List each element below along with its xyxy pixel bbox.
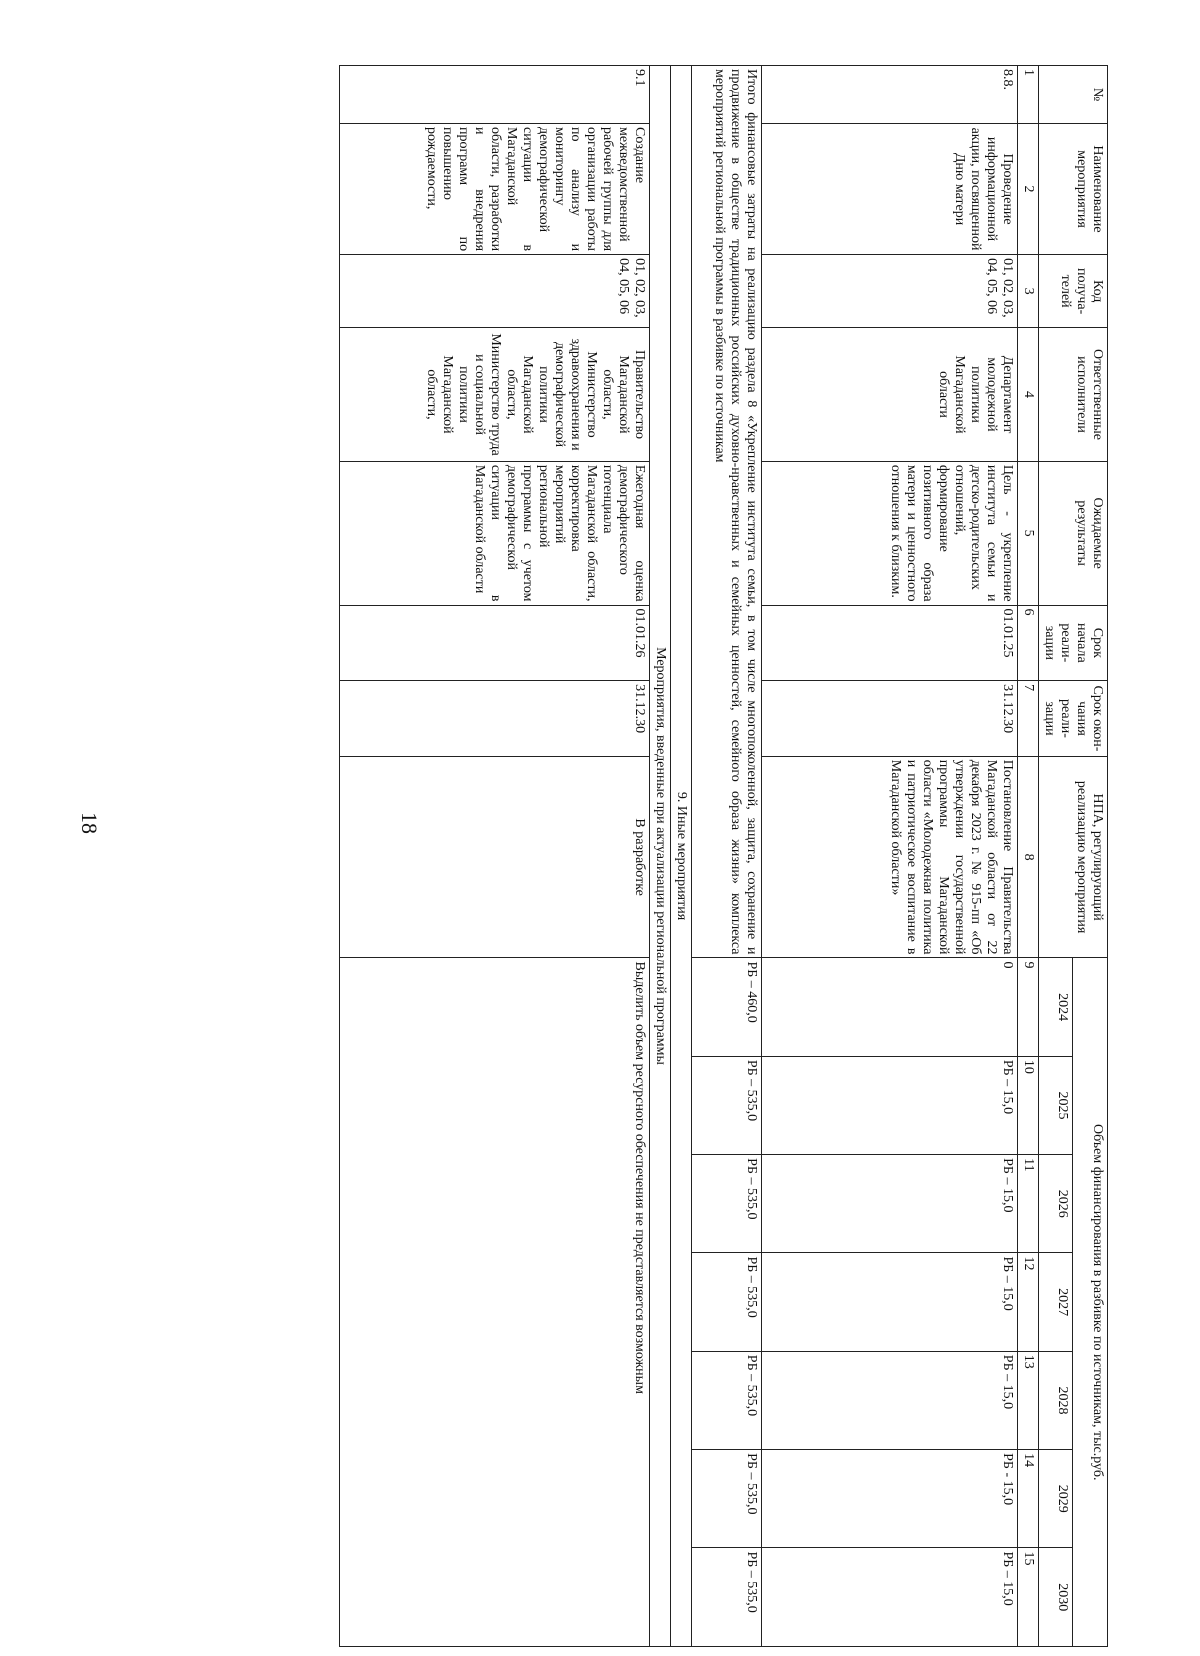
total-funding: РБ – 535,0 bbox=[692, 1253, 762, 1351]
total-funding: РБ – 535,0 bbox=[692, 1548, 762, 1647]
row-8-8-name: Проведение информационной акции, посвященной Дню матери bbox=[762, 123, 1018, 254]
column-number: 10 bbox=[1018, 1056, 1039, 1154]
header-end: Срок окон-чания реали-зации bbox=[1039, 681, 1108, 757]
column-number: 12 bbox=[1018, 1253, 1039, 1351]
total-funding: РБ – 535,0 bbox=[692, 1450, 762, 1548]
row-9-1-expected: Ежегодная оценка демографического потенциала Магаданской области, корректировка мероприятий региональной программы с учетом демографической ситуации в Магаданской области bbox=[340, 461, 650, 605]
header-responsible: Ответственные исполнители bbox=[1039, 328, 1108, 462]
row-8-8-start: 01.01.25 bbox=[762, 605, 1018, 681]
column-number: 6 bbox=[1018, 605, 1039, 681]
section-9-title: 9. Иные мероприятия bbox=[671, 66, 692, 1647]
row-8-8-funding: РБ - 15,0 bbox=[762, 1450, 1018, 1548]
row-8-8-funding: РБ – 15,0 bbox=[762, 1351, 1018, 1449]
row-9-1-end: 31.12.30 bbox=[340, 681, 650, 757]
column-number: 11 bbox=[1018, 1155, 1039, 1253]
row-9-1-no: 9.1 bbox=[340, 66, 650, 124]
column-number: 1 bbox=[1018, 66, 1039, 124]
total-funding: РБ – 460,0 bbox=[692, 958, 762, 1056]
page-number: 18 bbox=[77, 812, 102, 834]
row-8-8-funding: РБ – 15,0 bbox=[762, 1155, 1018, 1253]
row-8-8-no: 8.8. bbox=[762, 66, 1018, 124]
total-row-label: Итого финансовые затраты на реализацию раздела 8 «Укрепление института семьи, в том числе многопоколенной, защита, сохранение и продвижение в обществе традиционных российских духовно-нравственных и семейных ценностей, семейного образа жизни» комплекса мероприятий региональной программы в разбивке по источникам bbox=[692, 66, 762, 958]
header-code: Код получа-телей bbox=[1039, 255, 1108, 328]
column-number: 4 bbox=[1018, 328, 1039, 462]
total-funding: РБ – 535,0 bbox=[692, 1155, 762, 1253]
column-number: 8 bbox=[1018, 756, 1039, 958]
header-year: 2029 bbox=[1039, 1450, 1074, 1548]
header-year: 2030 bbox=[1039, 1548, 1074, 1647]
column-number: 5 bbox=[1018, 461, 1039, 605]
header-year: 2028 bbox=[1039, 1351, 1074, 1449]
column-number: 13 bbox=[1018, 1351, 1039, 1449]
column-number: 3 bbox=[1018, 255, 1039, 328]
header-start: Срок начала реали-зации bbox=[1039, 605, 1108, 681]
section-9-subtitle: Мероприятия, введенные при актуализации региональной программы bbox=[650, 66, 671, 1647]
row-9-1-start: 01.01.26 bbox=[340, 605, 650, 681]
header-expected: Ожидаемые результаты bbox=[1039, 461, 1108, 605]
header-npa: НПА, регулирующий реализацию мероприятия bbox=[1039, 756, 1108, 958]
row-8-8-code: 01, 02, 03, 04, 05, 06 bbox=[762, 255, 1018, 328]
row-9-1-funding-note: Выделить объем ресурсного обеспечения не представляется возможным bbox=[340, 958, 650, 1647]
row-8-8-funding: 0 bbox=[762, 958, 1018, 1056]
header-funding: Объем финансирования в разбивке по источникам, тыс.руб. bbox=[1073, 958, 1108, 1647]
row-8-8-responsible: Департамент молодежной политики Магаданской области bbox=[762, 328, 1018, 462]
column-number: 2 bbox=[1018, 123, 1039, 254]
header-no: № bbox=[1039, 66, 1108, 124]
column-number: 14 bbox=[1018, 1450, 1039, 1548]
row-9-1-npa: В разработке bbox=[340, 756, 650, 958]
column-number: 9 bbox=[1018, 958, 1039, 1056]
header-name: Наименование мероприятия bbox=[1039, 123, 1108, 254]
total-funding: РБ – 535,0 bbox=[692, 1056, 762, 1154]
measures-table bbox=[339, 65, 1108, 1647]
row-8-8-end: 31.12.30 bbox=[762, 681, 1018, 757]
total-funding: РБ – 535,0 bbox=[692, 1351, 762, 1449]
row-8-8-funding: РБ – 15,0 bbox=[762, 1056, 1018, 1154]
column-number: 15 bbox=[1018, 1548, 1039, 1647]
header-year: 2025 bbox=[1039, 1056, 1074, 1154]
rotated-table-container bbox=[178, 65, 1108, 1647]
row-9-1-responsible: Правительство Магаданской области, Министерство здравоохранения и демографической политики Магаданской области, Министерство труда и социальной политики Магаданской области, bbox=[340, 328, 650, 462]
column-number: 7 bbox=[1018, 681, 1039, 757]
row-8-8-funding: РБ – 15,0 bbox=[762, 1253, 1018, 1351]
row-8-8-expected: Цель - укрепление института семьи и детско-родительских отношений, формирование позитивного образа матери и ценностного отношения к близким. bbox=[762, 461, 1018, 605]
row-8-8-npa: Постановление Правительства Магаданской области от 22 декабря 2023 г. № 915-пп «Об утверждении государственной программы Магаданской области «Молодежная политика и патриотическое воспитание в Магаданской области» bbox=[762, 756, 1018, 958]
header-year: 2026 bbox=[1039, 1155, 1074, 1253]
header-year: 2027 bbox=[1039, 1253, 1074, 1351]
header-year: 2024 bbox=[1039, 958, 1074, 1056]
row-8-8-funding: РБ – 15,0 bbox=[762, 1548, 1018, 1647]
row-9-1-name: Создание межведомственной рабочей группы для организации работы по анализу и мониторингу демографической ситуации в Магаданской области, разработки и внедрения программ по повышению рождаемости, bbox=[340, 123, 650, 254]
row-9-1-code: 01, 02, 03, 04, 05, 06 bbox=[340, 255, 650, 328]
